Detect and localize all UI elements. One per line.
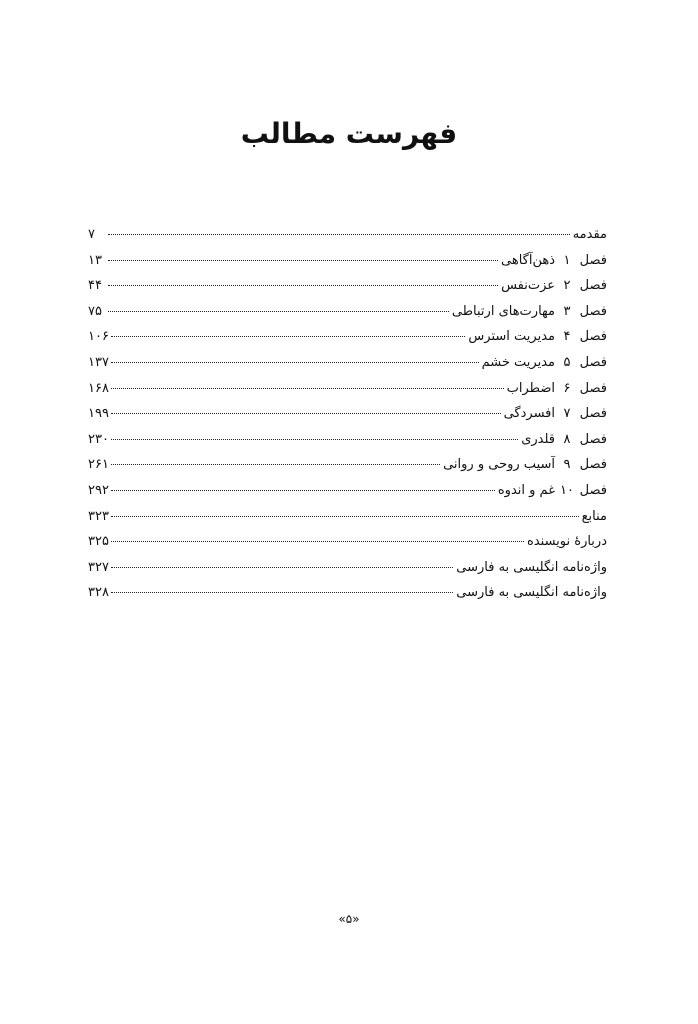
toc-entry-title: دربارهٔ نویسنده: [527, 534, 607, 550]
toc-entry-title: مدیریت خشم: [481, 354, 555, 370]
chapter-number: ۸: [563, 431, 571, 447]
toc-page-number: ۲۶۱: [88, 457, 109, 473]
dot-leader: [111, 541, 524, 542]
chapter-number: ۲: [563, 278, 571, 294]
toc-entry: [88, 431, 607, 457]
dot-leader: [111, 516, 579, 517]
toc-entry-title: افسردگی: [503, 406, 555, 422]
toc-page-number: ۳۲۷: [88, 559, 109, 575]
toc-entry-title: قلدری: [521, 431, 555, 447]
toc-entry: [88, 303, 607, 329]
chapter-number: ۷: [563, 406, 571, 422]
toc-entry-title: ذهن‌آگاهی: [501, 252, 555, 268]
chapter-label: فصل: [579, 431, 607, 447]
dot-leader: [111, 362, 479, 363]
chapter-label: فصل: [579, 482, 607, 498]
toc-entry: [88, 354, 607, 380]
chapter-number: ۳: [563, 303, 571, 319]
toc-entry: [88, 226, 607, 252]
toc-entry-title: عزت‌نفس: [501, 278, 555, 294]
dot-leader: [108, 285, 498, 286]
chapter-label: فصل: [579, 406, 607, 422]
toc-entry-title: واژه‌نامه انگلیسی به فارسی: [456, 559, 607, 575]
toc-entry-title: مهارت‌های ارتباطی: [451, 303, 555, 319]
chapter-label: فصل: [579, 278, 607, 294]
dot-leader: [111, 490, 495, 491]
toc-page-number: ۱۶۸: [88, 380, 109, 396]
chapter-label: فصل: [579, 354, 607, 370]
chapter-label: فصل: [579, 303, 607, 319]
page-number-footer: «۵»: [338, 912, 360, 926]
dot-leader: [111, 567, 453, 568]
toc-entry: [88, 405, 607, 431]
chapter-label: فصل: [579, 329, 607, 345]
toc-page-number: ۱۳۷: [88, 354, 109, 370]
toc-entry-title: واژه‌نامه انگلیسی به فارسی: [456, 585, 607, 601]
dot-leader: [108, 234, 570, 235]
toc-entry: [88, 559, 607, 585]
chapter-number: ۱۰: [560, 482, 574, 498]
toc-entry: [88, 508, 607, 534]
toc-page-number: ۷۵: [88, 303, 102, 319]
toc-entry: [88, 584, 607, 610]
chapter-number: ۹: [563, 457, 571, 473]
table-of-contents: [88, 226, 607, 610]
toc-entry: [88, 482, 607, 508]
toc-entry: [88, 277, 607, 303]
chapter-number: ۶: [563, 380, 571, 396]
chapter-label: فصل: [579, 380, 607, 396]
toc-page-number: ۱۹۹: [88, 406, 109, 422]
toc-entry-title: غم و اندوه: [497, 482, 555, 498]
chapter-number: ۱: [563, 252, 571, 268]
dot-leader: [111, 464, 440, 465]
dot-leader: [111, 388, 504, 389]
dot-leader: [111, 439, 518, 440]
toc-page-number: ۴۴: [88, 278, 102, 294]
toc-page-number: ۳۲۸: [88, 585, 109, 601]
chapter-number: ۴: [563, 329, 571, 345]
dot-leader: [111, 413, 501, 414]
dot-leader: [111, 336, 465, 337]
toc-entry-title: آسیب روحی و روانی: [443, 457, 555, 473]
toc-entry-title: مقدمه: [572, 227, 607, 242]
dot-leader: [111, 592, 453, 593]
chapter-number: ۵: [563, 354, 571, 370]
toc-entry: [88, 533, 607, 559]
dot-leader: [108, 311, 449, 312]
toc-page-number: ۷: [88, 227, 95, 242]
toc-page-number: ۳۲۳: [88, 508, 109, 524]
toc-entry: [88, 456, 607, 482]
toc-entry-title: اضطراب: [506, 380, 555, 396]
toc-page-number: ۳۲۵: [88, 534, 109, 550]
chapter-label: فصل: [579, 252, 607, 268]
chapter-label: فصل: [579, 457, 607, 473]
toc-entry: [88, 380, 607, 406]
toc-entry-title: مدیریت استرس: [468, 329, 555, 345]
toc-entry: [88, 252, 607, 278]
dot-leader: [108, 260, 498, 261]
toc-entry-title: منابع: [581, 508, 607, 524]
toc-entry: [88, 328, 607, 354]
toc-page-number: ۱۳: [88, 252, 102, 268]
toc-page-number: ۲۹۲: [88, 482, 109, 498]
page-title: فهرست مطالب: [240, 117, 458, 150]
toc-page-number: ۲۳۰: [88, 431, 109, 447]
toc-page-number: ۱۰۶: [88, 329, 109, 345]
